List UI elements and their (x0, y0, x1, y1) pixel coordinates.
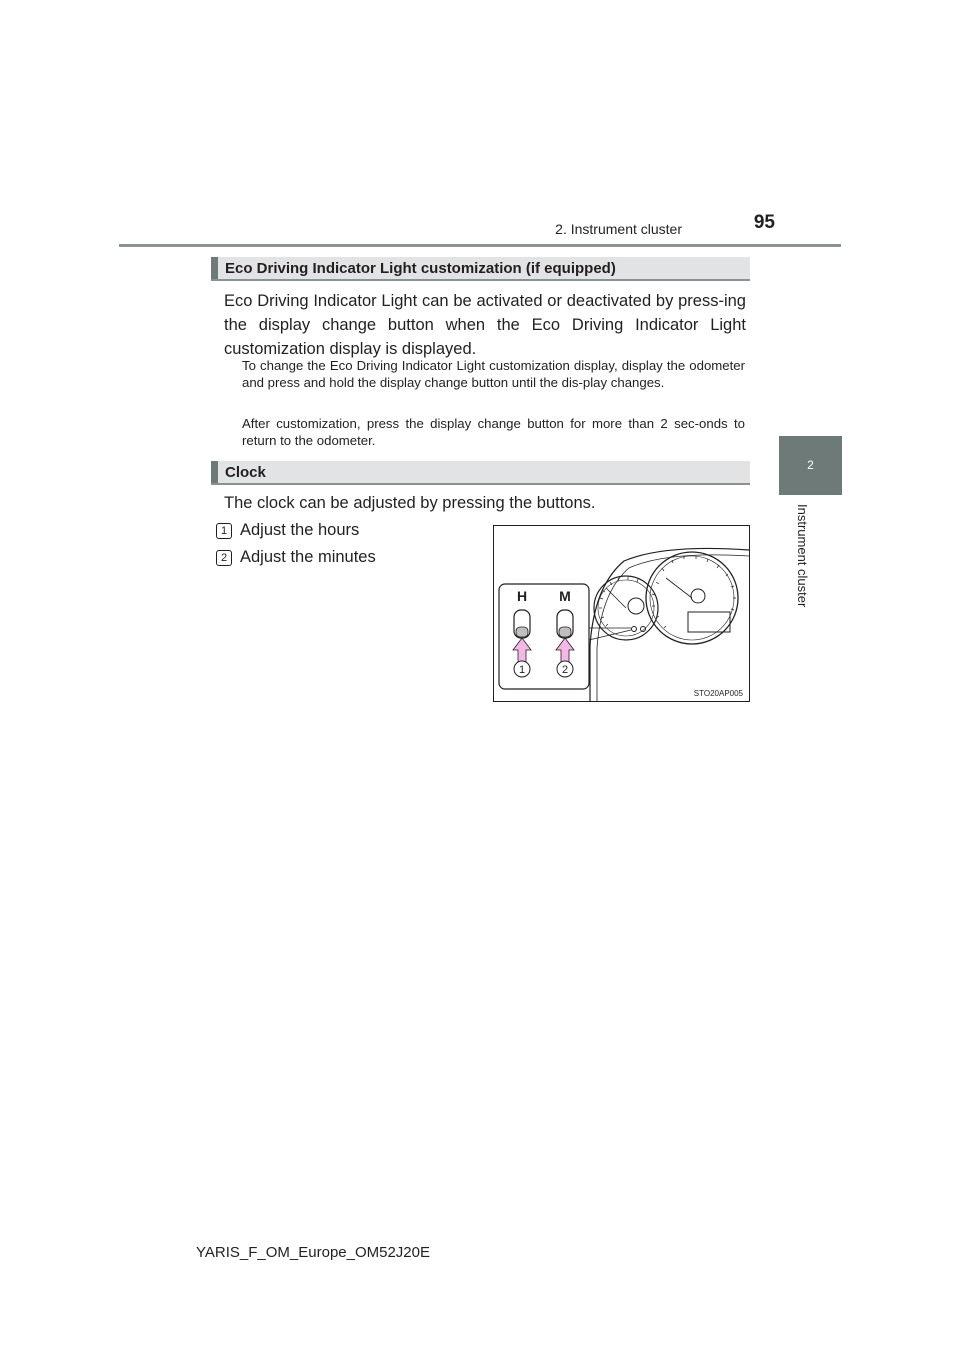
step-number: 2 (216, 550, 232, 566)
footer-doc-id: YARIS_F_OM_Europe_OM52J20E (196, 1244, 431, 1261)
speedometer-gauge (646, 552, 738, 644)
step-text: Adjust the hours (240, 521, 360, 539)
odometer-display (688, 612, 730, 632)
button-h-dot (632, 627, 637, 632)
figure-code: STO20AP005 (693, 689, 743, 698)
section-title: 2. Instrument cluster (555, 221, 682, 237)
tachometer-gauge (594, 576, 658, 640)
clock-heading-text: Clock (225, 464, 266, 481)
side-tab: 2 (779, 436, 842, 495)
button-m-label: M (559, 588, 571, 604)
eco-note-2: After customization, press the display change button for more than 2 sec-onds to return to the odometer. (242, 416, 745, 448)
callout-1: 1 (518, 664, 526, 676)
eco-note-1: To change the Eco Driving Indicator Light customization display, display the odometer and press and hold the display change button until the dis-play changes. (242, 358, 745, 390)
side-tab-label: Instrument cluster (795, 504, 810, 608)
step-number: 1 (216, 523, 232, 539)
eco-body: Eco Driving Indicator Light can be activated or deactivated by press-ing the display change button when the Eco Driving Indicator Light customization display is displayed. (224, 292, 746, 358)
header-rule (119, 244, 841, 247)
clock-body: The clock can be adjusted by pressing the buttons. (224, 494, 596, 512)
step-item (216, 548, 376, 568)
page-number: 95 (753, 212, 775, 233)
dashboard-outline (590, 548, 749, 701)
clock-figure (493, 525, 750, 702)
step-text: Adjust the minutes (240, 548, 376, 566)
buttons-callout-frame (499, 584, 589, 689)
eco-heading-text: Eco Driving Indicator Light customization (if equipped) (225, 260, 616, 277)
step-item (216, 521, 359, 541)
eco-heading (211, 257, 750, 281)
clock-heading (211, 461, 750, 485)
instrument-cluster-illustration (494, 526, 749, 701)
button-h-label: H (516, 588, 528, 604)
callout-2: 2 (561, 664, 569, 676)
